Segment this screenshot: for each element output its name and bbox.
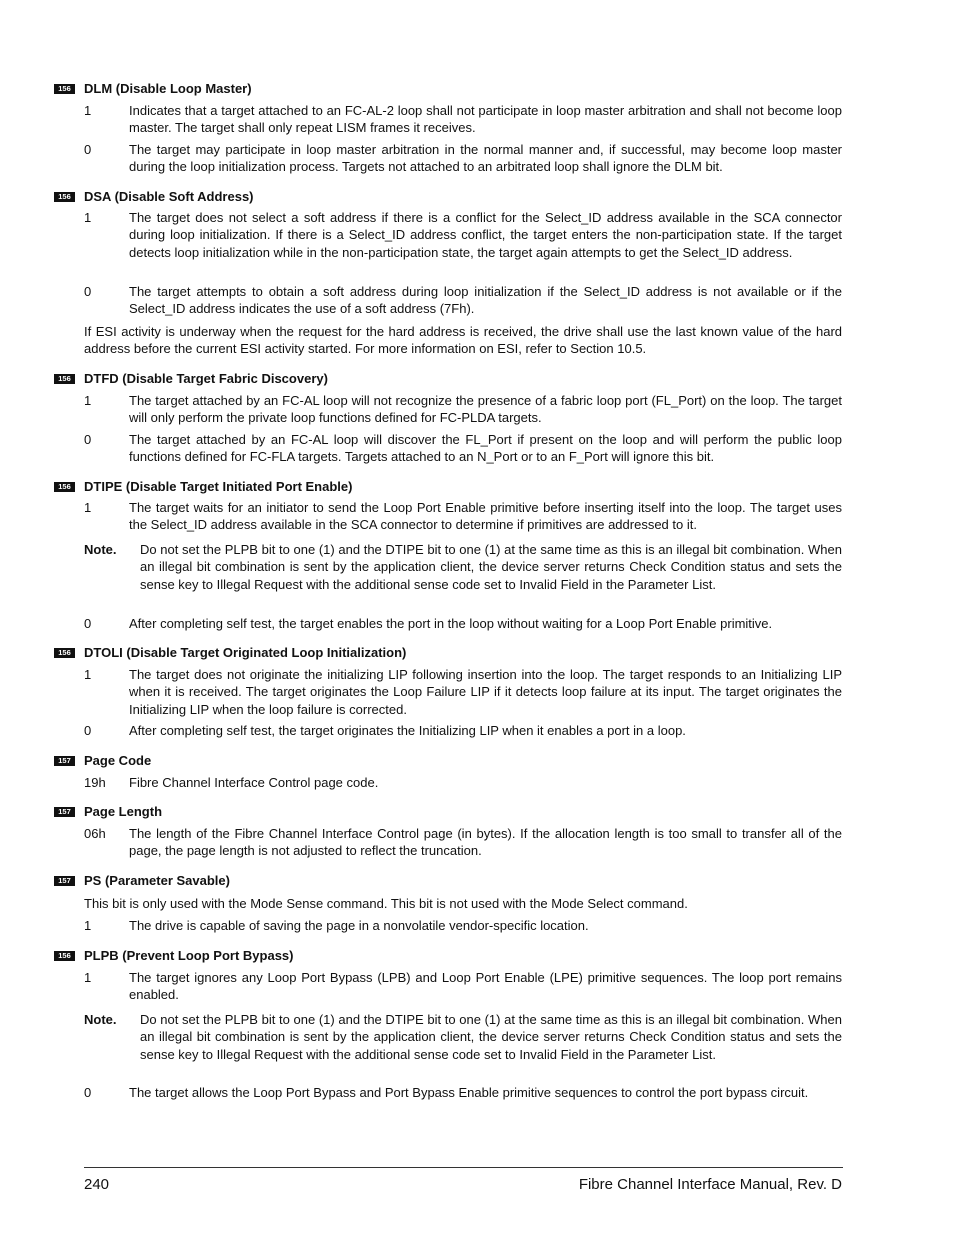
value-code: 1 <box>84 500 92 515</box>
reference-tag: 156 <box>54 374 75 384</box>
field-heading: DSA (Disable Soft Address) <box>84 189 254 204</box>
value-code: 1 <box>84 393 92 408</box>
value-code: 0 <box>84 616 92 631</box>
value-code: 06h <box>84 826 106 841</box>
field-heading: DLM (Disable Loop Master) <box>84 81 252 96</box>
value-description: Fibre Channel Interface Control page code. <box>129 775 379 790</box>
reference-tag: 156 <box>54 648 75 658</box>
reference-tag: 156 <box>54 951 75 961</box>
field-heading: DTIPE (Disable Target Initiated Port Enable) <box>84 479 353 494</box>
value-description: The target attempts to obtain a soft address during loop initialization if the Select_ID address is not available or if the Select_ID address indicates the use of a soft address (7Fh). <box>129 284 842 317</box>
field-heading: PLPB (Prevent Loop Port Bypass) <box>84 948 294 963</box>
value-description: The target attached by an FC-AL loop will not recognize the presence of a fabric loop port (FL_Port) on the loop. The target will only perform the private loop functions defined for FC-PLDA targets. <box>129 393 842 426</box>
value-description: The target ignores any Loop Port Bypass (LPB) and Loop Port Enable (LPE) primitive sequences. The loop port remains enabled. <box>129 970 842 1003</box>
value-description: The target does not originate the initializing LIP following insertion into the loop. The target responds to an Initializing LIP when it is received. The target originates the Loop Failure LIP if it detects loop failure at its input. The target originates the Initializing LIP when the loop failure is corrected. <box>129 667 842 717</box>
value-description: Indicates that a target attached to an FC-AL-2 loop shall not participate in loop master arbitration and shall not become loop master. The target shall only repeat LISM frames it receives. <box>129 103 842 136</box>
value-code: 0 <box>84 1085 92 1100</box>
reference-tag: 157 <box>54 807 75 817</box>
value-description: The target does not select a soft address if there is a conflict for the Select_ID address available in the SCA connector during loop initialization. If there is a Select_ID address conflict, the target enters the non-participation state. If the target detects loop initialization while in the non-participation state, the target again attempts to get the Select_ID address. <box>129 210 842 260</box>
note-text: Do not set the PLPB bit to one (1) and the DTIPE bit to one (1) at the same time as this is an illegal bit combination. When an illegal bit combination is sent by the application client, the device server returns Check Condition status and sets the sense key to Illegal Request with the additional sense code set to Invalid Field in the Parameter List. <box>140 542 842 592</box>
value-code: 1 <box>84 103 92 118</box>
value-code: 19h <box>84 775 106 790</box>
reference-tag: 157 <box>54 876 75 886</box>
note-label: Note. <box>84 1012 117 1027</box>
field-heading: PS (Parameter Savable) <box>84 873 230 888</box>
reference-tag: 156 <box>54 192 75 202</box>
body-paragraph: If ESI activity is underway when the request for the hard address is received, the drive shall use the last known value of the hard address before the current ESI activity started. For more information on ESI, refer to Section 10.5. <box>84 324 842 357</box>
value-description: The target may participate in loop master arbitration in the normal manner and, if successful, may become loop master during the loop initialization process. Targets not attached to an arbitrated loop shall ignore the DLM bit. <box>129 142 842 175</box>
page-number: 240 <box>84 1176 110 1193</box>
field-heading: DTOLI (Disable Target Originated Loop Initialization) <box>84 645 407 660</box>
value-description: The target waits for an initiator to send the Loop Port Enable primitive before inserting itself into the loop. The target uses the Select_ID address available in the SCA connector to determine if primitives are addressed to it. <box>129 500 842 533</box>
value-code: 0 <box>84 284 92 299</box>
body-paragraph: This bit is only used with the Mode Sense command. This bit is not used with the Mode Select command. <box>84 896 688 911</box>
value-description: The length of the Fibre Channel Interface Control page (in bytes). If the allocation length is too small to transfer all of the page, the page length is not adjusted to reflect the truncation. <box>129 826 842 859</box>
value-description: The target attached by an FC-AL loop will discover the FL_Port if present on the loop and will perform the public loop functions defined for FC-FLA targets. Targets attached to an N_Port or to an F_Port will ignore this bit. <box>129 432 842 465</box>
field-heading: DTFD (Disable Target Fabric Discovery) <box>84 371 328 386</box>
reference-tag: 156 <box>54 84 75 94</box>
value-description: After completing self test, the target originates the Initializing LIP when it enables a port in a loop. <box>129 723 686 738</box>
value-code: 1 <box>84 667 92 682</box>
value-code: 0 <box>84 432 92 447</box>
note-label: Note. <box>84 542 117 557</box>
value-description: After completing self test, the target enables the port in the loop without waiting for a Loop Port Enable primitive. <box>129 616 773 631</box>
note-text: Do not set the PLPB bit to one (1) and the DTIPE bit to one (1) at the same time as this is an illegal bit combination. When an illegal bit combination is sent by the application client, the device server returns Check Condition status and sets the sense key to Illegal Request with the additional sense code set to Invalid Field in the Parameter List. <box>140 1012 842 1062</box>
value-code: 1 <box>84 210 92 225</box>
field-heading: Page Length <box>84 804 163 819</box>
value-code: 0 <box>84 142 92 157</box>
value-code: 0 <box>84 723 92 738</box>
value-code: 1 <box>84 918 92 933</box>
manual-title: Fibre Channel Interface Manual, Rev. D <box>578 1176 842 1193</box>
reference-tag: 157 <box>54 756 75 766</box>
reference-tag: 156 <box>54 482 75 492</box>
field-heading: Page Code <box>84 753 152 768</box>
value-description: The target allows the Loop Port Bypass and Port Bypass Enable primitive sequences to control the port bypass circuit. <box>129 1085 809 1100</box>
value-code: 1 <box>84 970 92 985</box>
value-description: The drive is capable of saving the page in a nonvolatile vendor-specific location. <box>129 918 589 933</box>
footer-rule <box>84 1167 843 1168</box>
